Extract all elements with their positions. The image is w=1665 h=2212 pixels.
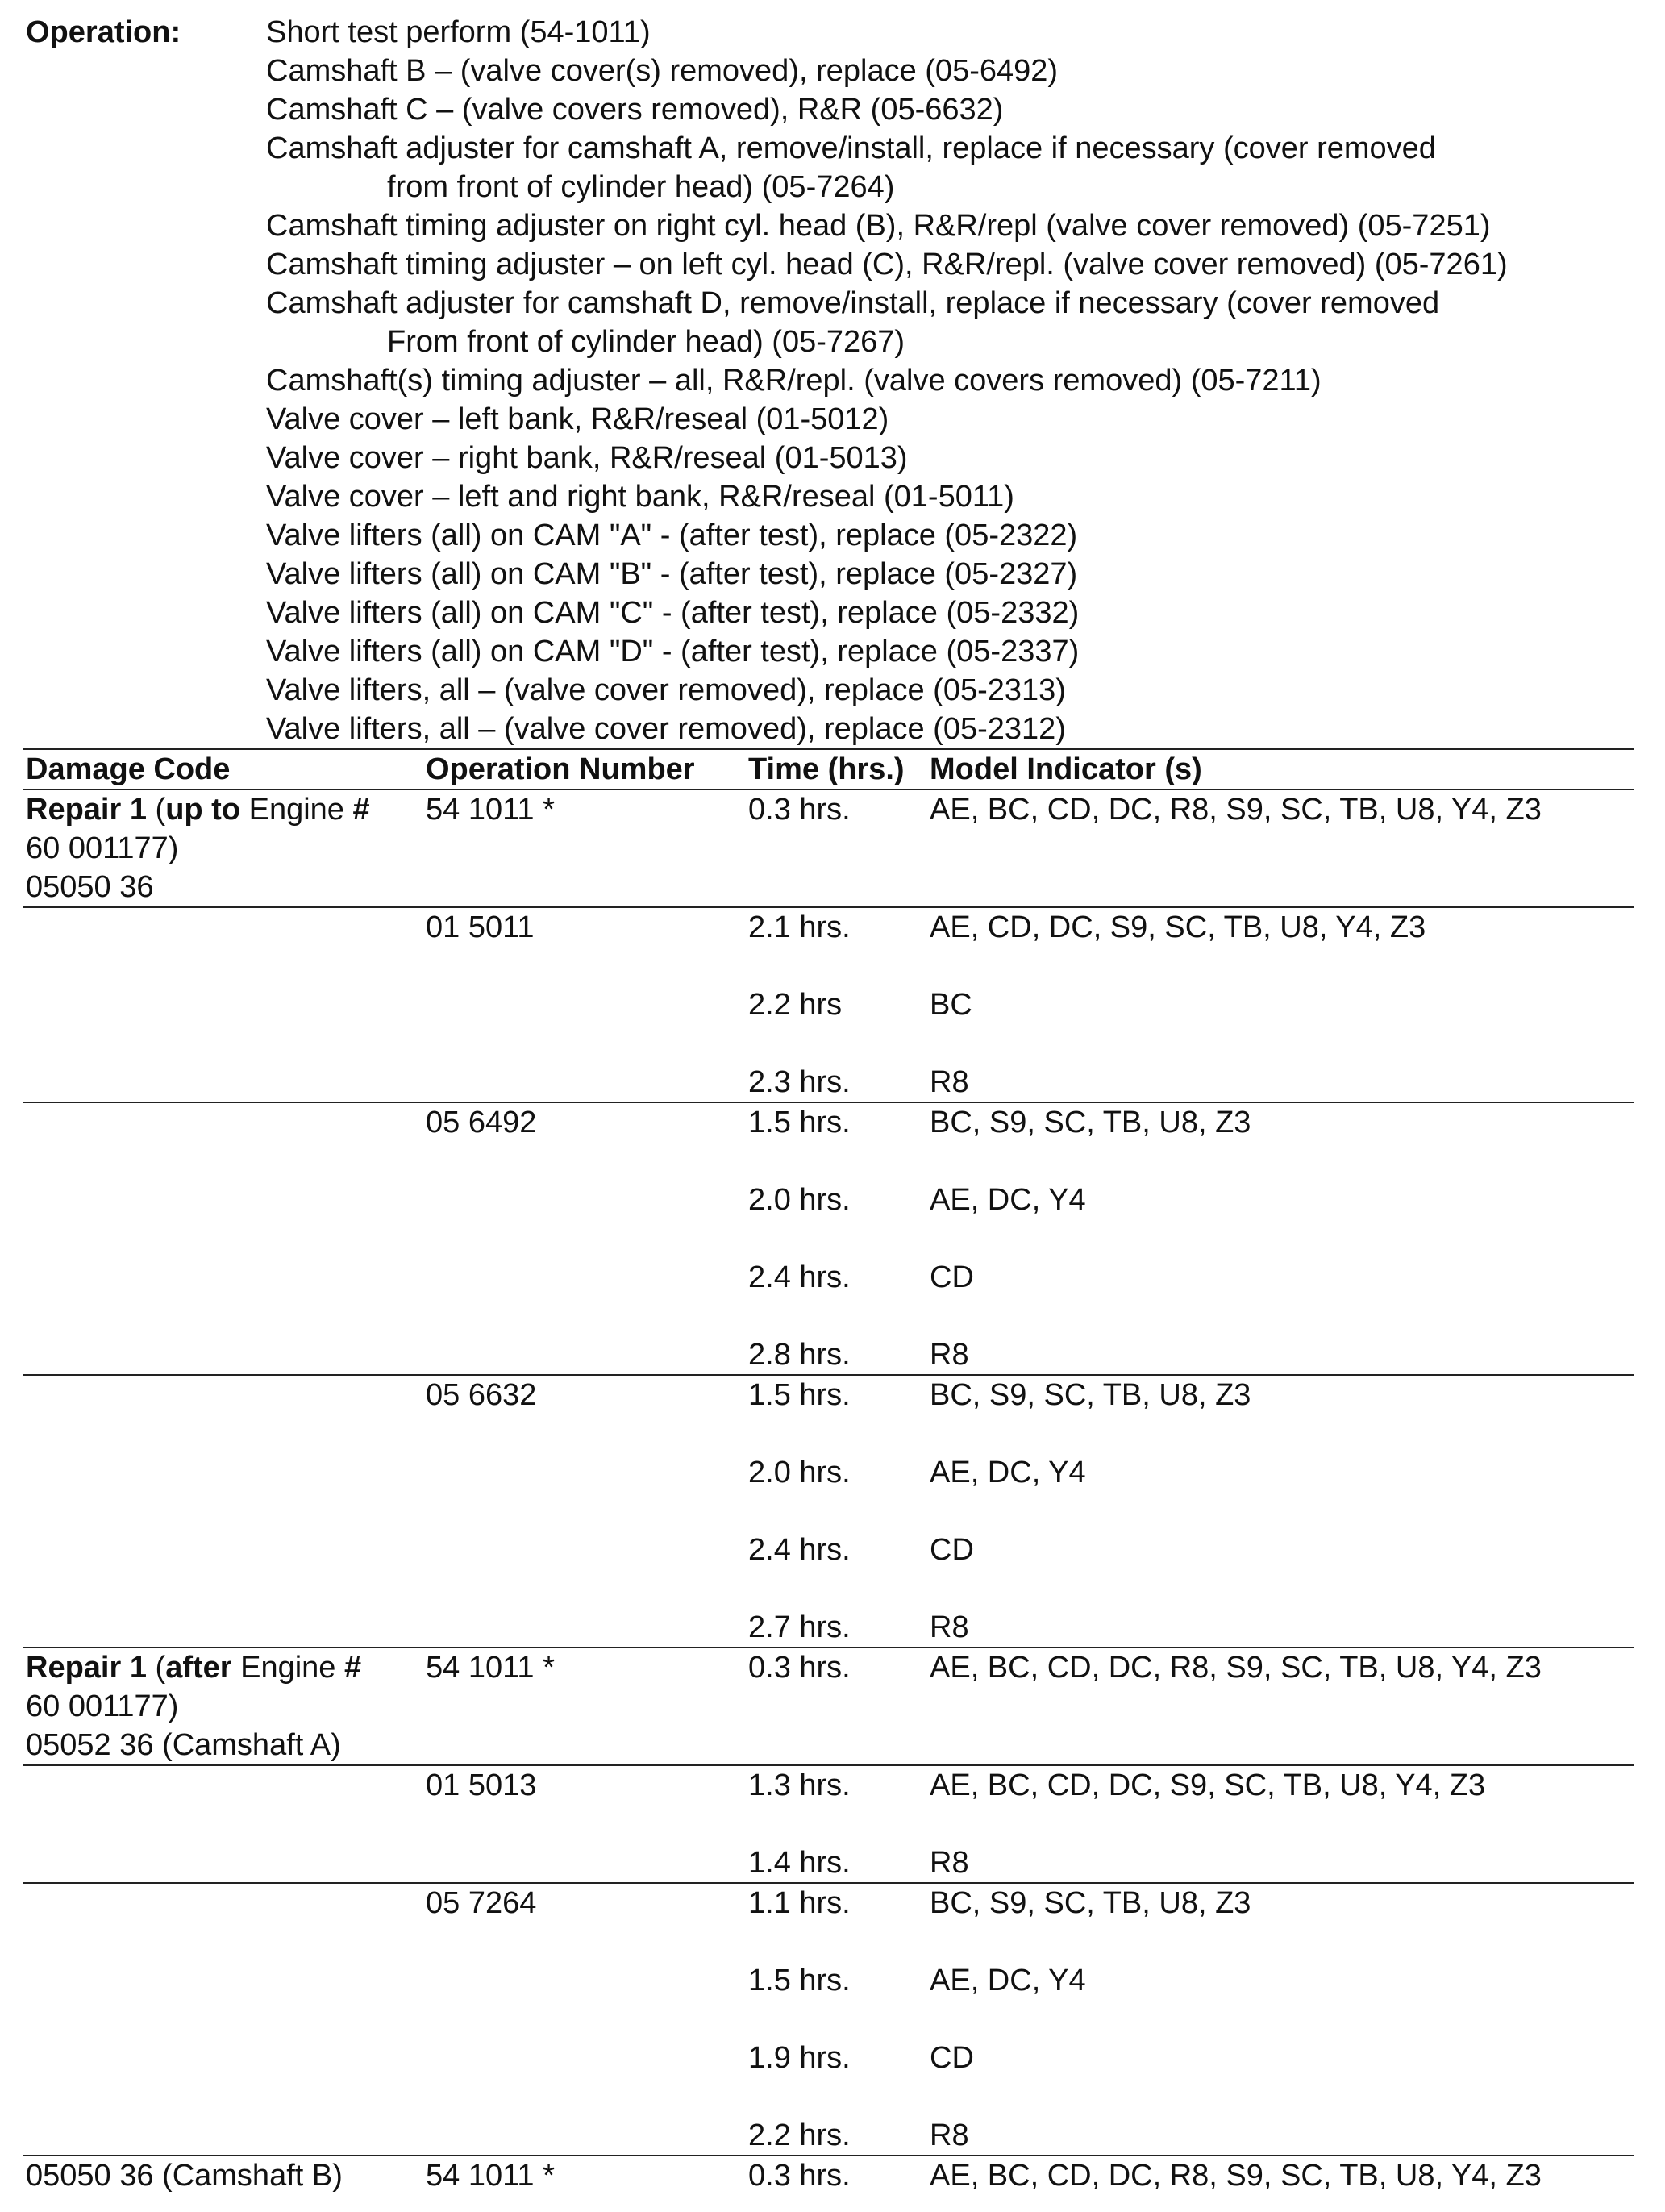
spacer <box>930 1922 1634 1961</box>
time-value: 1.1 hrs. <box>748 1886 851 1920</box>
model-indicator-cell <box>930 2156 1634 2195</box>
damage-code-cell <box>23 1376 426 1647</box>
repair-qualifier: after <box>165 1651 232 1685</box>
engine-hash: # <box>344 1651 362 1685</box>
operation-line-continuation: From front of cylinder head) (05-7267) <box>387 325 905 359</box>
labor-time-table <box>23 748 1634 2195</box>
model-list: R8 <box>930 2118 969 2152</box>
spacer <box>748 1142 930 1181</box>
model-list: R8 <box>930 1065 969 1099</box>
spacer <box>930 1805 1634 1843</box>
header-damage-code: Damage Code <box>26 752 231 786</box>
spacer <box>748 1569 930 1608</box>
damage-code-line <box>26 1648 426 1687</box>
spacer <box>748 1805 930 1843</box>
spacer <box>748 1922 930 1961</box>
repair-qualifier: up to <box>165 793 241 827</box>
spacer <box>930 1492 1634 1531</box>
time-value: 2.4 hrs. <box>748 1260 851 1294</box>
time-cell <box>748 1884 930 2155</box>
time-value: 0.3 hrs. <box>748 793 851 827</box>
time-value: 2.2 hrs <box>748 988 843 1022</box>
spacer <box>748 1492 930 1531</box>
engine-text: Engine <box>231 1651 345 1685</box>
damage-code-cell <box>23 1648 426 1764</box>
operation-line: Camshaft(s) timing adjuster – all, R&R/repl. (valve covers removed) (05-7211) <box>266 364 1322 398</box>
operation-number: 54 1011 * <box>426 793 555 827</box>
damage-code-cell <box>23 908 426 1102</box>
damage-code-line: 05050 36 (Camshaft B) <box>26 2159 343 2193</box>
time-value: 2.7 hrs. <box>748 1610 851 1644</box>
table-row <box>23 790 1634 908</box>
operation-number-cell <box>426 1884 748 2155</box>
time-cell <box>748 908 930 1102</box>
operation-number: 01 5011 <box>426 910 535 944</box>
paren-open: ( <box>146 793 166 827</box>
engine-hash: # <box>352 793 370 827</box>
model-indicator-cell <box>930 1766 1634 1882</box>
operation-line: Short test perform (54-1011) <box>266 15 651 49</box>
spacer <box>930 947 1634 985</box>
time-value: 2.4 hrs. <box>748 1533 851 1567</box>
damage-code-line: 60 001177) <box>26 1689 179 1723</box>
model-list: AE, BC, CD, DC, R8, S9, SC, TB, U8, Y4, Z3 <box>930 2159 1542 2193</box>
damage-code-line: 05050 36 <box>26 870 154 904</box>
operation-line: Valve cover – left bank, R&R/reseal (01-5012) <box>266 402 889 436</box>
operation-line: Valve lifters (all) on CAM "C" - (after test), replace (05-2332) <box>266 596 1080 630</box>
time-cell <box>748 1648 930 1764</box>
time-value: 2.0 hrs. <box>748 1183 851 1217</box>
table-row <box>23 1766 1634 1884</box>
table-row <box>23 1884 1634 2156</box>
model-list: BC, S9, SC, TB, U8, Z3 <box>930 1106 1251 1139</box>
operation-line: Valve cover – left and right bank, R&R/reseal (01-5011) <box>266 480 1014 514</box>
spacer <box>930 1142 1634 1181</box>
operation-line: Camshaft timing adjuster – on left cyl. head (C), R&R/repl. (valve cover removed) (05-7261) <box>266 248 1508 281</box>
table-row <box>23 2156 1634 2195</box>
time-value: 1.9 hrs. <box>748 2041 851 2075</box>
operation-line-continuation: from front of cylinder head) (05-7264) <box>387 170 895 204</box>
model-indicator-cell <box>930 790 1634 906</box>
operation-line: Camshaft adjuster for camshaft A, remove/install, replace if necessary (cover removed <box>266 131 1436 165</box>
spacer <box>748 2077 930 2116</box>
operation-number-cell <box>426 1376 748 1647</box>
operation-number: 05 7264 <box>426 1886 537 1920</box>
time-value: 0.3 hrs. <box>748 2159 851 2193</box>
model-list: BC <box>930 988 972 1022</box>
table-row <box>23 908 1634 1103</box>
table-row <box>23 1648 1634 1766</box>
damage-code-cell <box>23 1766 426 1882</box>
operation-number-cell <box>426 1103 748 1374</box>
table-body <box>23 790 1634 2195</box>
time-value: 2.1 hrs. <box>748 910 851 944</box>
operation-line: Valve lifters, all – (valve cover removed), replace (05-2312) <box>266 712 1066 746</box>
spacer <box>748 1219 930 1258</box>
model-list: AE, BC, CD, DC, R8, S9, SC, TB, U8, Y4, Z3 <box>930 793 1542 827</box>
model-list: AE, BC, CD, DC, R8, S9, SC, TB, U8, Y4, Z3 <box>930 1651 1542 1685</box>
time-value: 1.4 hrs. <box>748 1846 851 1880</box>
time-value: 0.3 hrs. <box>748 1651 851 1685</box>
time-value: 1.3 hrs. <box>748 1768 851 1802</box>
operation-number: 01 5013 <box>426 1768 537 1802</box>
damage-code-line <box>26 790 426 829</box>
operation-line: Camshaft adjuster for camshaft D, remove/install, replace if necessary (cover removed <box>266 286 1440 320</box>
spacer <box>930 1297 1634 1335</box>
header-model-indicator: Model Indicator (s) <box>930 752 1202 786</box>
operation-number-cell <box>426 790 748 906</box>
time-cell <box>748 2156 930 2195</box>
header-time: Time (hrs.) <box>748 752 905 786</box>
damage-code-cell <box>23 790 426 906</box>
operation-line: Camshaft C – (valve covers removed), R&R (05-6632) <box>266 93 1004 127</box>
model-list: R8 <box>930 1338 969 1372</box>
paren-open: ( <box>146 1651 166 1685</box>
operation-line: Valve lifters, all – (valve cover removed), replace (05-2313) <box>266 673 1066 707</box>
spacer <box>748 1297 930 1335</box>
operation-line: Valve cover – right bank, R&R/reseal (01-5013) <box>266 441 908 475</box>
model-list: CD <box>930 2041 974 2075</box>
engine-text: Engine <box>240 793 353 827</box>
operation-line: Camshaft timing adjuster on right cyl. head (B), R&R/repl (valve cover removed) (05-7251) <box>266 209 1491 243</box>
time-cell <box>748 1103 930 1374</box>
model-indicator-cell <box>930 1648 1634 1764</box>
model-list: AE, DC, Y4 <box>930 1183 1086 1217</box>
spacer <box>930 1414 1634 1453</box>
time-cell <box>748 790 930 906</box>
spacer <box>748 1024 930 1063</box>
operation-line: Valve lifters (all) on CAM "B" - (after test), replace (05-2327) <box>266 557 1078 591</box>
model-indicator-cell <box>930 908 1634 1102</box>
damage-code-cell <box>23 1884 426 2155</box>
time-value: 1.5 hrs. <box>748 1964 851 1997</box>
time-value: 2.3 hrs. <box>748 1065 851 1099</box>
time-value: 1.5 hrs. <box>748 1378 851 1412</box>
operation-number-cell <box>426 1766 748 1882</box>
operation-number-cell <box>426 1648 748 1764</box>
operation-list <box>266 13 1653 748</box>
model-list: AE, DC, Y4 <box>930 1964 1086 1997</box>
spacer <box>930 1219 1634 1258</box>
time-value: 1.5 hrs. <box>748 1106 851 1139</box>
table-row <box>23 1103 1634 1376</box>
spacer <box>748 947 930 985</box>
repair-label: Repair 1 <box>26 793 147 827</box>
time-value: 2.2 hrs. <box>748 2118 851 2152</box>
damage-code-cell <box>23 1103 426 1374</box>
operation-number-cell <box>426 2156 748 2195</box>
model-list: R8 <box>930 1610 969 1644</box>
time-value: 2.0 hrs. <box>748 1456 851 1489</box>
model-list: AE, BC, CD, DC, S9, SC, TB, U8, Y4, Z3 <box>930 1768 1486 1802</box>
model-list: AE, DC, Y4 <box>930 1456 1086 1489</box>
table-row <box>23 1376 1634 1648</box>
time-value: 2.8 hrs. <box>748 1338 851 1372</box>
operation-number: 54 1011 * <box>426 1651 555 1685</box>
spacer <box>748 1414 930 1453</box>
model-list: CD <box>930 1260 974 1294</box>
model-indicator-cell <box>930 1884 1634 2155</box>
time-cell <box>748 1766 930 1882</box>
time-cell <box>748 1376 930 1647</box>
table-header-row <box>23 748 1634 790</box>
model-list: BC, S9, SC, TB, U8, Z3 <box>930 1886 1251 1920</box>
operation-number: 05 6632 <box>426 1378 537 1412</box>
model-list: CD <box>930 1533 974 1567</box>
model-list: BC, S9, SC, TB, U8, Z3 <box>930 1378 1251 1412</box>
operation-number: 54 1011 * <box>426 2159 555 2193</box>
spacer <box>930 1569 1634 1608</box>
operation-line: Camshaft B – (valve cover(s) removed), replace (05-6492) <box>266 54 1059 88</box>
spacer <box>930 2077 1634 2116</box>
spacer <box>748 2000 930 2039</box>
repair-label: Repair 1 <box>26 1651 147 1685</box>
header-operation-number: Operation Number <box>426 752 695 786</box>
model-list: AE, CD, DC, S9, SC, TB, U8, Y4, Z3 <box>930 910 1426 944</box>
model-indicator-cell <box>930 1103 1634 1374</box>
spacer <box>930 1024 1634 1063</box>
operation-number-cell <box>426 908 748 1102</box>
operation-number: 05 6492 <box>426 1106 537 1139</box>
damage-code-cell <box>23 2156 426 2195</box>
damage-code-line: 60 001177) <box>26 831 179 865</box>
spacer <box>930 2000 1634 2039</box>
operation-line: Valve lifters (all) on CAM "A" - (after test), replace (05-2322) <box>266 519 1078 552</box>
operation-line: Valve lifters (all) on CAM "D" - (after test), replace (05-2337) <box>266 635 1080 669</box>
damage-code-line: 05052 36 (Camshaft A) <box>26 1728 341 1762</box>
operation-label: Operation: <box>26 15 181 49</box>
model-list: R8 <box>930 1846 969 1880</box>
model-indicator-cell <box>930 1376 1634 1647</box>
